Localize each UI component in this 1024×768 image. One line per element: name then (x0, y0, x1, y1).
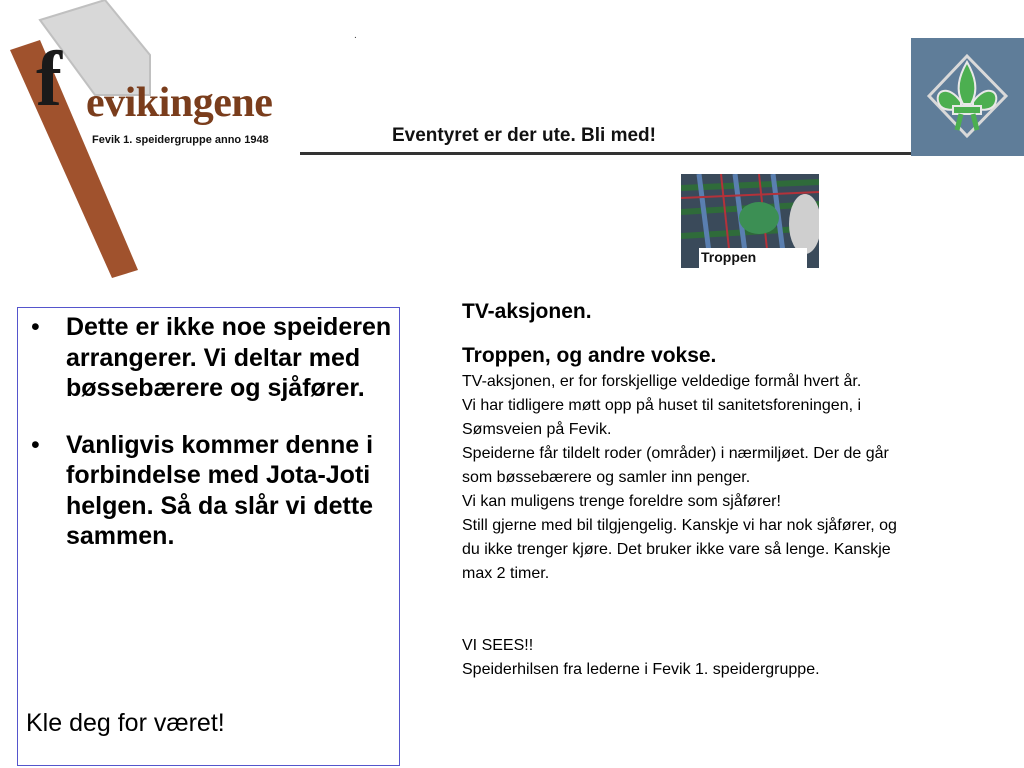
body-line: Still gjerne med bil tilgjengelig. Kanskje vi har nok sjåfører, og (462, 517, 897, 534)
body-line: Sømsveien på Fevik. (462, 421, 612, 438)
signoff-line: Speiderhilsen fra lederne i Fevik 1. speidergruppe. (462, 661, 820, 678)
bullet-item (26, 430, 394, 552)
logo-wordmark: evikingene (86, 80, 273, 126)
logo (0, 0, 310, 280)
bullet-item (26, 312, 394, 404)
body-line: Vi har tidligere møtt opp på huset til sanitetsforeningen, i (462, 397, 862, 414)
announcement-heading: TV-aksjonen. (462, 300, 592, 323)
troop-photo (681, 174, 819, 268)
announcement-text (462, 298, 1022, 682)
slogan: Eventyret er der ute. Bli med! (392, 125, 656, 146)
bullet-list (26, 312, 394, 578)
signoff-line: VI SEES!! (462, 637, 534, 654)
body-line: TV-aksjonen, er for forskjellige veldedige formål hvert år. (462, 373, 862, 390)
photo-caption: Troppen (699, 248, 807, 268)
bullet-marker: • (31, 430, 40, 459)
body-line: du ikke trenger kjøre. Det bruker ikke vare så lenge. Kanskje (462, 541, 891, 558)
fleur-de-lis-icon (911, 38, 1024, 156)
body-line: Vi kan muligens trenge foreldre som sjåfører! (462, 493, 781, 510)
small-mark: . (354, 30, 357, 41)
info-box (17, 307, 400, 766)
body-line: som bøssebærere og samler inn penger. (462, 469, 751, 486)
bullet-text: Dette er ikke noe speideren arrangerer. Vi deltar med bøssebærere og sjåfører. (66, 313, 392, 402)
bullet-text: Vanligvis kommer denne i forbindelse med Jota-Joti helgen. Så da slår vi dette sammen. (66, 430, 374, 550)
logo-subtitle: Fevik 1. speidergruppe anno 1948 (92, 134, 269, 146)
spacer (462, 586, 1022, 634)
body-line: max 2 timer. (462, 565, 550, 582)
body-line: Speiderne får tildelt roder (områder) i nærmiljøet. Der de går (462, 445, 889, 462)
scout-emblem (911, 38, 1024, 156)
closing-line: Kle deg for været! (26, 709, 225, 737)
logo-initial: f (36, 35, 62, 122)
announcement-subheading: Troppen, og andre vokse. (462, 344, 717, 367)
bullet-marker: • (31, 313, 40, 341)
